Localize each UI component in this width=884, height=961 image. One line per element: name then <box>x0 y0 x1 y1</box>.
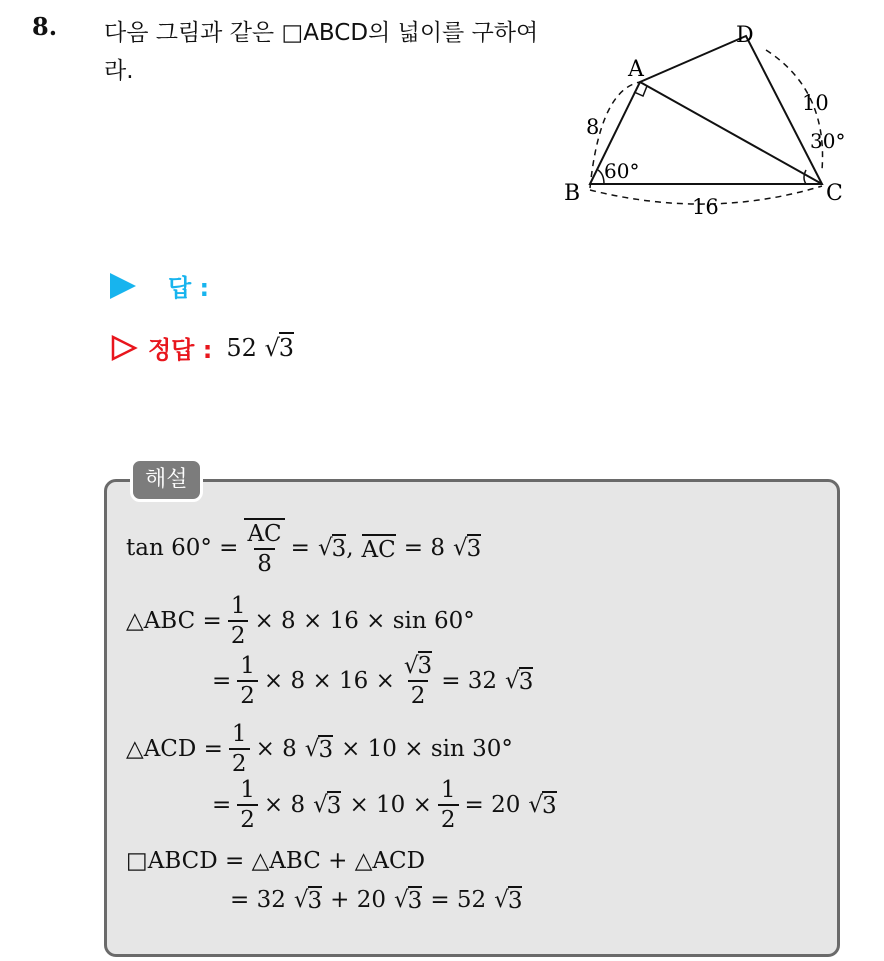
answer-row <box>110 268 209 303</box>
vertex-b: B <box>564 181 581 206</box>
angle-c-label: 30° <box>810 129 846 153</box>
correct-answer-label: 정답 : <box>148 336 213 364</box>
solution-line-1: tan 60° = $\frac{AC}{8}$ = √ 3 , AC = 8 √ 3 <box>126 518 481 578</box>
solution-line-7: = 32 √ 3 + 20 √ 3 = 52 √ 3 <box>230 887 523 914</box>
solution-line-6: □ABCD = △ABC + △ACD <box>126 848 426 874</box>
answer-label: 답 : <box>168 274 210 302</box>
side-ab-label: 8 <box>586 115 600 139</box>
question-text: 다음 그림과 같은 □ABCD의 넓이를 구하여라. <box>104 20 539 84</box>
quadrilateral-figure <box>560 20 860 230</box>
question-number: 8. <box>32 12 58 41</box>
solution-line-2: △ABC = $\frac{1}{2}$ × 8 × 16 × sin 60° <box>126 593 475 649</box>
solution-line-4: △ACD = $\frac{1}{2}$ × 8 √ 3 × 10 × sin 30° <box>126 721 513 777</box>
vertex-d: D <box>736 23 754 48</box>
side-bc-label: 16 <box>692 195 719 219</box>
play-triangle-icon <box>110 273 136 299</box>
vertex-c: C <box>826 181 843 206</box>
correct-answer-row <box>110 330 294 365</box>
correct-answer-value: 52 √3 <box>226 333 295 362</box>
solution-line-3: = $\frac{1}{2}$ × 8 × 16 × $\frac{√3}{2}$ = 32 √ 3 <box>212 653 534 709</box>
angle-b-label: 60° <box>604 159 640 183</box>
outline-triangle-icon <box>110 334 138 362</box>
solution-line-5: = $\frac{1}{2}$ × 8 √ 3 × 10 × $\frac{1}{2}$ = 20 √ 3 <box>212 777 557 833</box>
vertex-a: A <box>628 57 644 82</box>
solution-tab: 해설 <box>130 458 203 502</box>
side-cd-label: 10 <box>802 91 829 115</box>
